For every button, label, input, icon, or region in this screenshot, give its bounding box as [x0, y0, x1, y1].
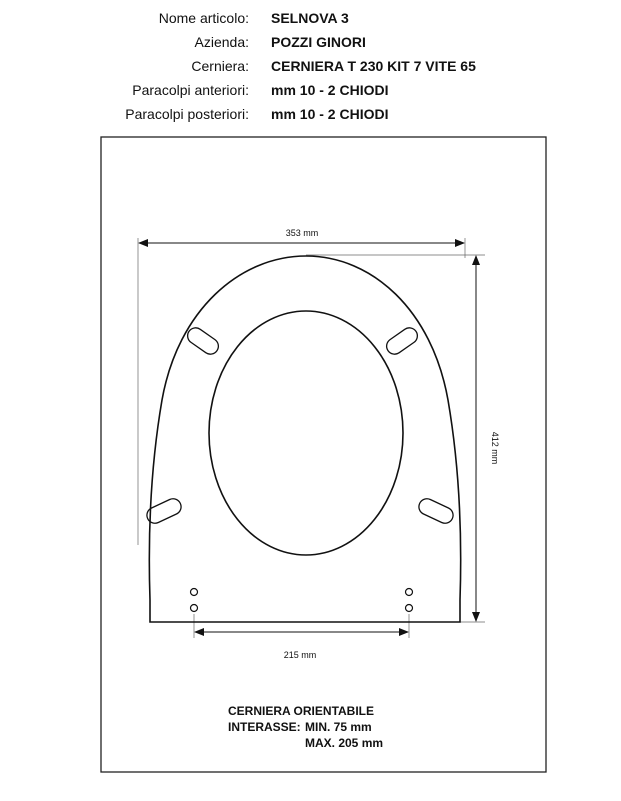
hinge-hole-right-upper	[406, 589, 413, 596]
spec-value: POZZI GINORI	[271, 34, 366, 50]
bumper-slot-bottom-right	[416, 496, 455, 526]
bumper-slot-top-left	[184, 325, 221, 358]
height-dimension-label: 412 mm	[490, 431, 500, 465]
spec-value: CERNIERA T 230 KIT 7 VITE 65	[271, 58, 476, 74]
hinge-hole-right-lower	[406, 605, 413, 612]
hinge-hole-left-upper	[191, 589, 198, 596]
hinge-hole-left-lower	[191, 605, 198, 612]
spec-value: SELNOVA 3	[271, 10, 349, 26]
interasse-min: MIN. 75 mm	[305, 720, 372, 734]
hinge-note-title: CERNIERA ORIENTABILE	[228, 704, 375, 718]
interasse-max: MAX. 205 mm	[305, 736, 384, 750]
spec-label: Azienda:	[194, 34, 249, 50]
spec-label: Cerniera:	[191, 58, 249, 74]
width-dimension-label: 353 mm	[285, 228, 319, 238]
spec-label: Paracolpi anteriori:	[132, 82, 249, 98]
spec-label: Paracolpi posteriori:	[125, 106, 249, 122]
interasse-label: INTERASSE:	[228, 720, 301, 734]
spec-value: mm 10 - 2 CHIODI	[271, 82, 389, 98]
bumper-slot-top-right	[383, 325, 420, 358]
drawing-frame	[101, 137, 546, 772]
spec-value: mm 10 - 2 CHIODI	[271, 106, 389, 122]
seat-opening	[209, 311, 403, 555]
spec-label: Nome articolo:	[158, 10, 249, 26]
hinge-spacing-label: 215 mm	[283, 650, 317, 660]
